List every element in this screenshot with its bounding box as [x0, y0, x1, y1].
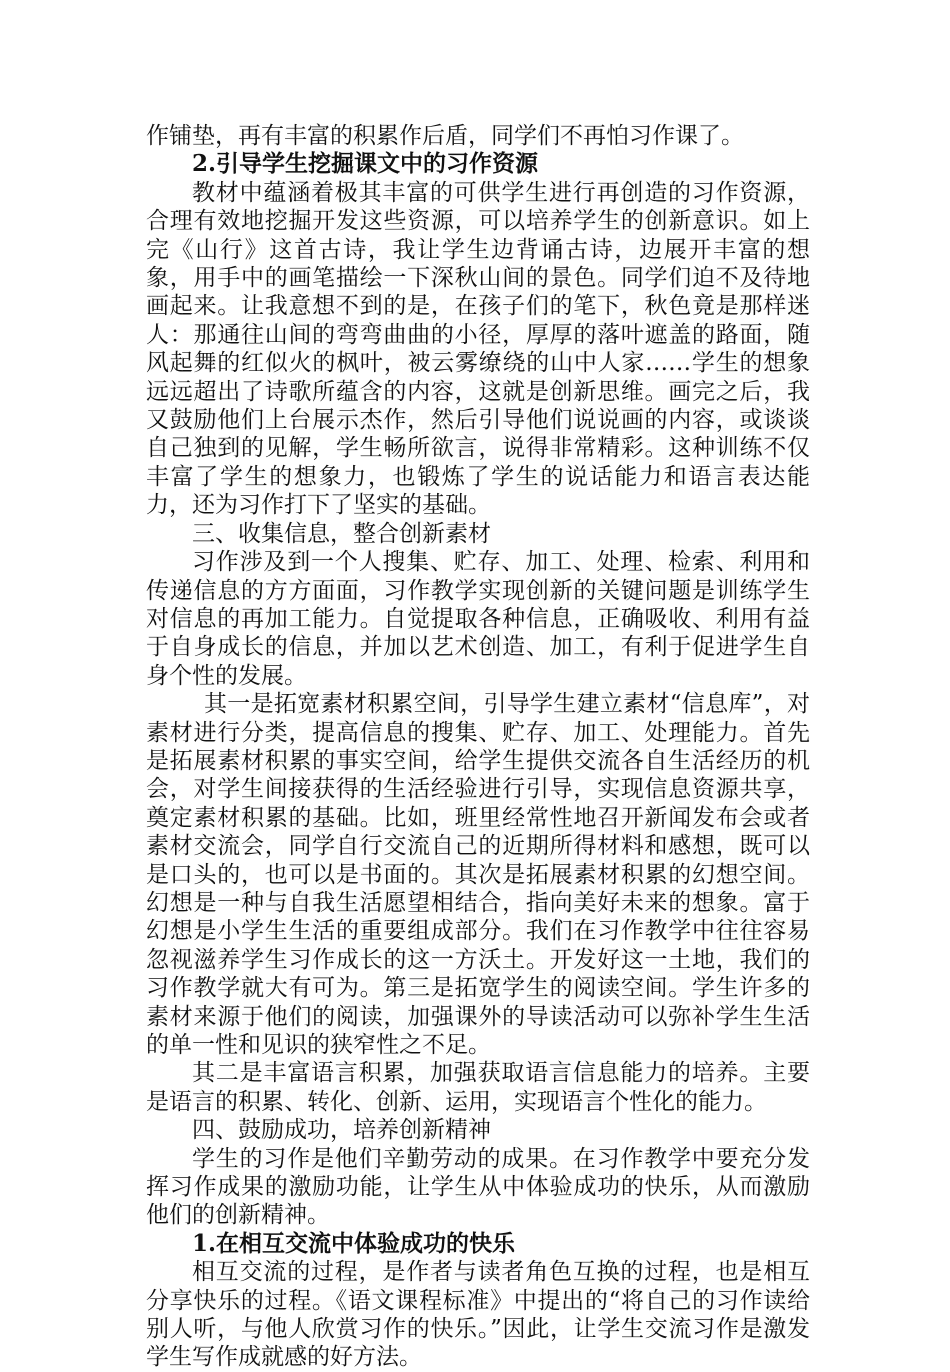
- paragraph: 学生的习作是他们辛勤劳动的成果。在习作教学中要充分发挥习作成果的激励功能，让学生从中体验成功的快乐，从而激励他们的创新精神。: [146, 1145, 810, 1229]
- subheading-2: 2.引导学生挖掘课文中的习作资源: [192, 150, 539, 178]
- subheading-1: 1.在相互交流中体验成功的快乐: [192, 1229, 516, 1257]
- section-heading-4: 四、鼓励成功，培养创新精神: [192, 1117, 491, 1144]
- paragraph: 相互交流的过程，是作者与读者角色互换的过程，也是相互分享快乐的过程。《语文课程标准》中提出的“将自己的习作读给别人听，与他人欣赏习作的快乐。”因此，让学生交流习作是激发学生写作成就感的好方法。: [146, 1259, 810, 1371]
- paragraph: 其二是丰富语言积累，加强获取语言信息能力的培养。主要是语言的积累、转化、创新、运用，实现语言个性化的能力。: [146, 1060, 810, 1115]
- paragraph-continued: 作铺垫，再有丰富的积累作后盾，同学们不再怕习作课了。: [146, 123, 744, 149]
- paragraph: 习作涉及到一个人搜集、贮存、加工、处理、检索、利用和传递信息的方方面面，习作教学实现创新的关键问题是训练学生对信息的再加工能力。自觉提取各种信息，正确吸收、利用有益于自身成长的信息，并加以艺术创造、加工，有利于促进学生自身个性的发展。: [146, 549, 810, 689]
- document-page: [146, 122, 810, 1372]
- paragraph: 其一是拓宽素材积累空间，引导学生建立素材“信息库”，对素材进行分类，提高信息的搜集、贮存、加工、处理能力。首先是拓展素材积累的事实空间，给学生提供交流各自生活经历的机会，对学生间接获得的生活经验进行引导，实现信息资源共享，奠定素材积累的基础。比如，班里经常性地召开新闻发布会或者素材交流会，同学自行交流自己的近期所得材料和感想，既可以是口头的，也可以是书面的。其次是拓展素材积累的幻想空间。幻想是一种与自我生活愿望相结合，指向美好未来的想象。富于幻想是小学生生活的重要组成部分。我们在习作教学中往往容易忽视滋养学生习作成长的这一方沃土。开发好这一土地，我们的习作教学就大有可为。第三是拓宽学生的阅读空间。学生许多的素材来源于他们的阅读，加强课外的导读活动可以弥补学生生活的单一性和见识的狭窄性之不足。: [146, 691, 810, 1058]
- section-heading-3: 三、收集信息，整合创新素材: [192, 520, 491, 547]
- paragraph: 教材中蕴涵着极其丰富的可供学生进行再创造的习作资源，合理有效地挖掘开发这些资源，可以培养学生的创新意识。如上完《山行》这首古诗，我让学生边背诵古诗，边展开丰富的想象，用手中的画笔描绘一下深秋山间的景色。同学们迫不及待地画起来。让我意想不到的是，在孩子们的笔下，秋色竟是那样迷人：那通往山间的弯弯曲曲的小径，厚厚的落叶遮盖的路面，随风起舞的红似火的枫叶，被云雾缭绕的山中人家……学生的想象远远超出了诗歌所蕴含的内容，这就是创新思维。画完之后，我又鼓励他们上台展示杰作，然后引导他们说说画的内容，或谈谈自己独到的见解，学生畅所欲言，说得非常精彩。这种训练不仅丰富了学生的想象力，也锻炼了学生的说话能力和语言表达能力，还为习作打下了坚实的基础。: [146, 179, 810, 519]
